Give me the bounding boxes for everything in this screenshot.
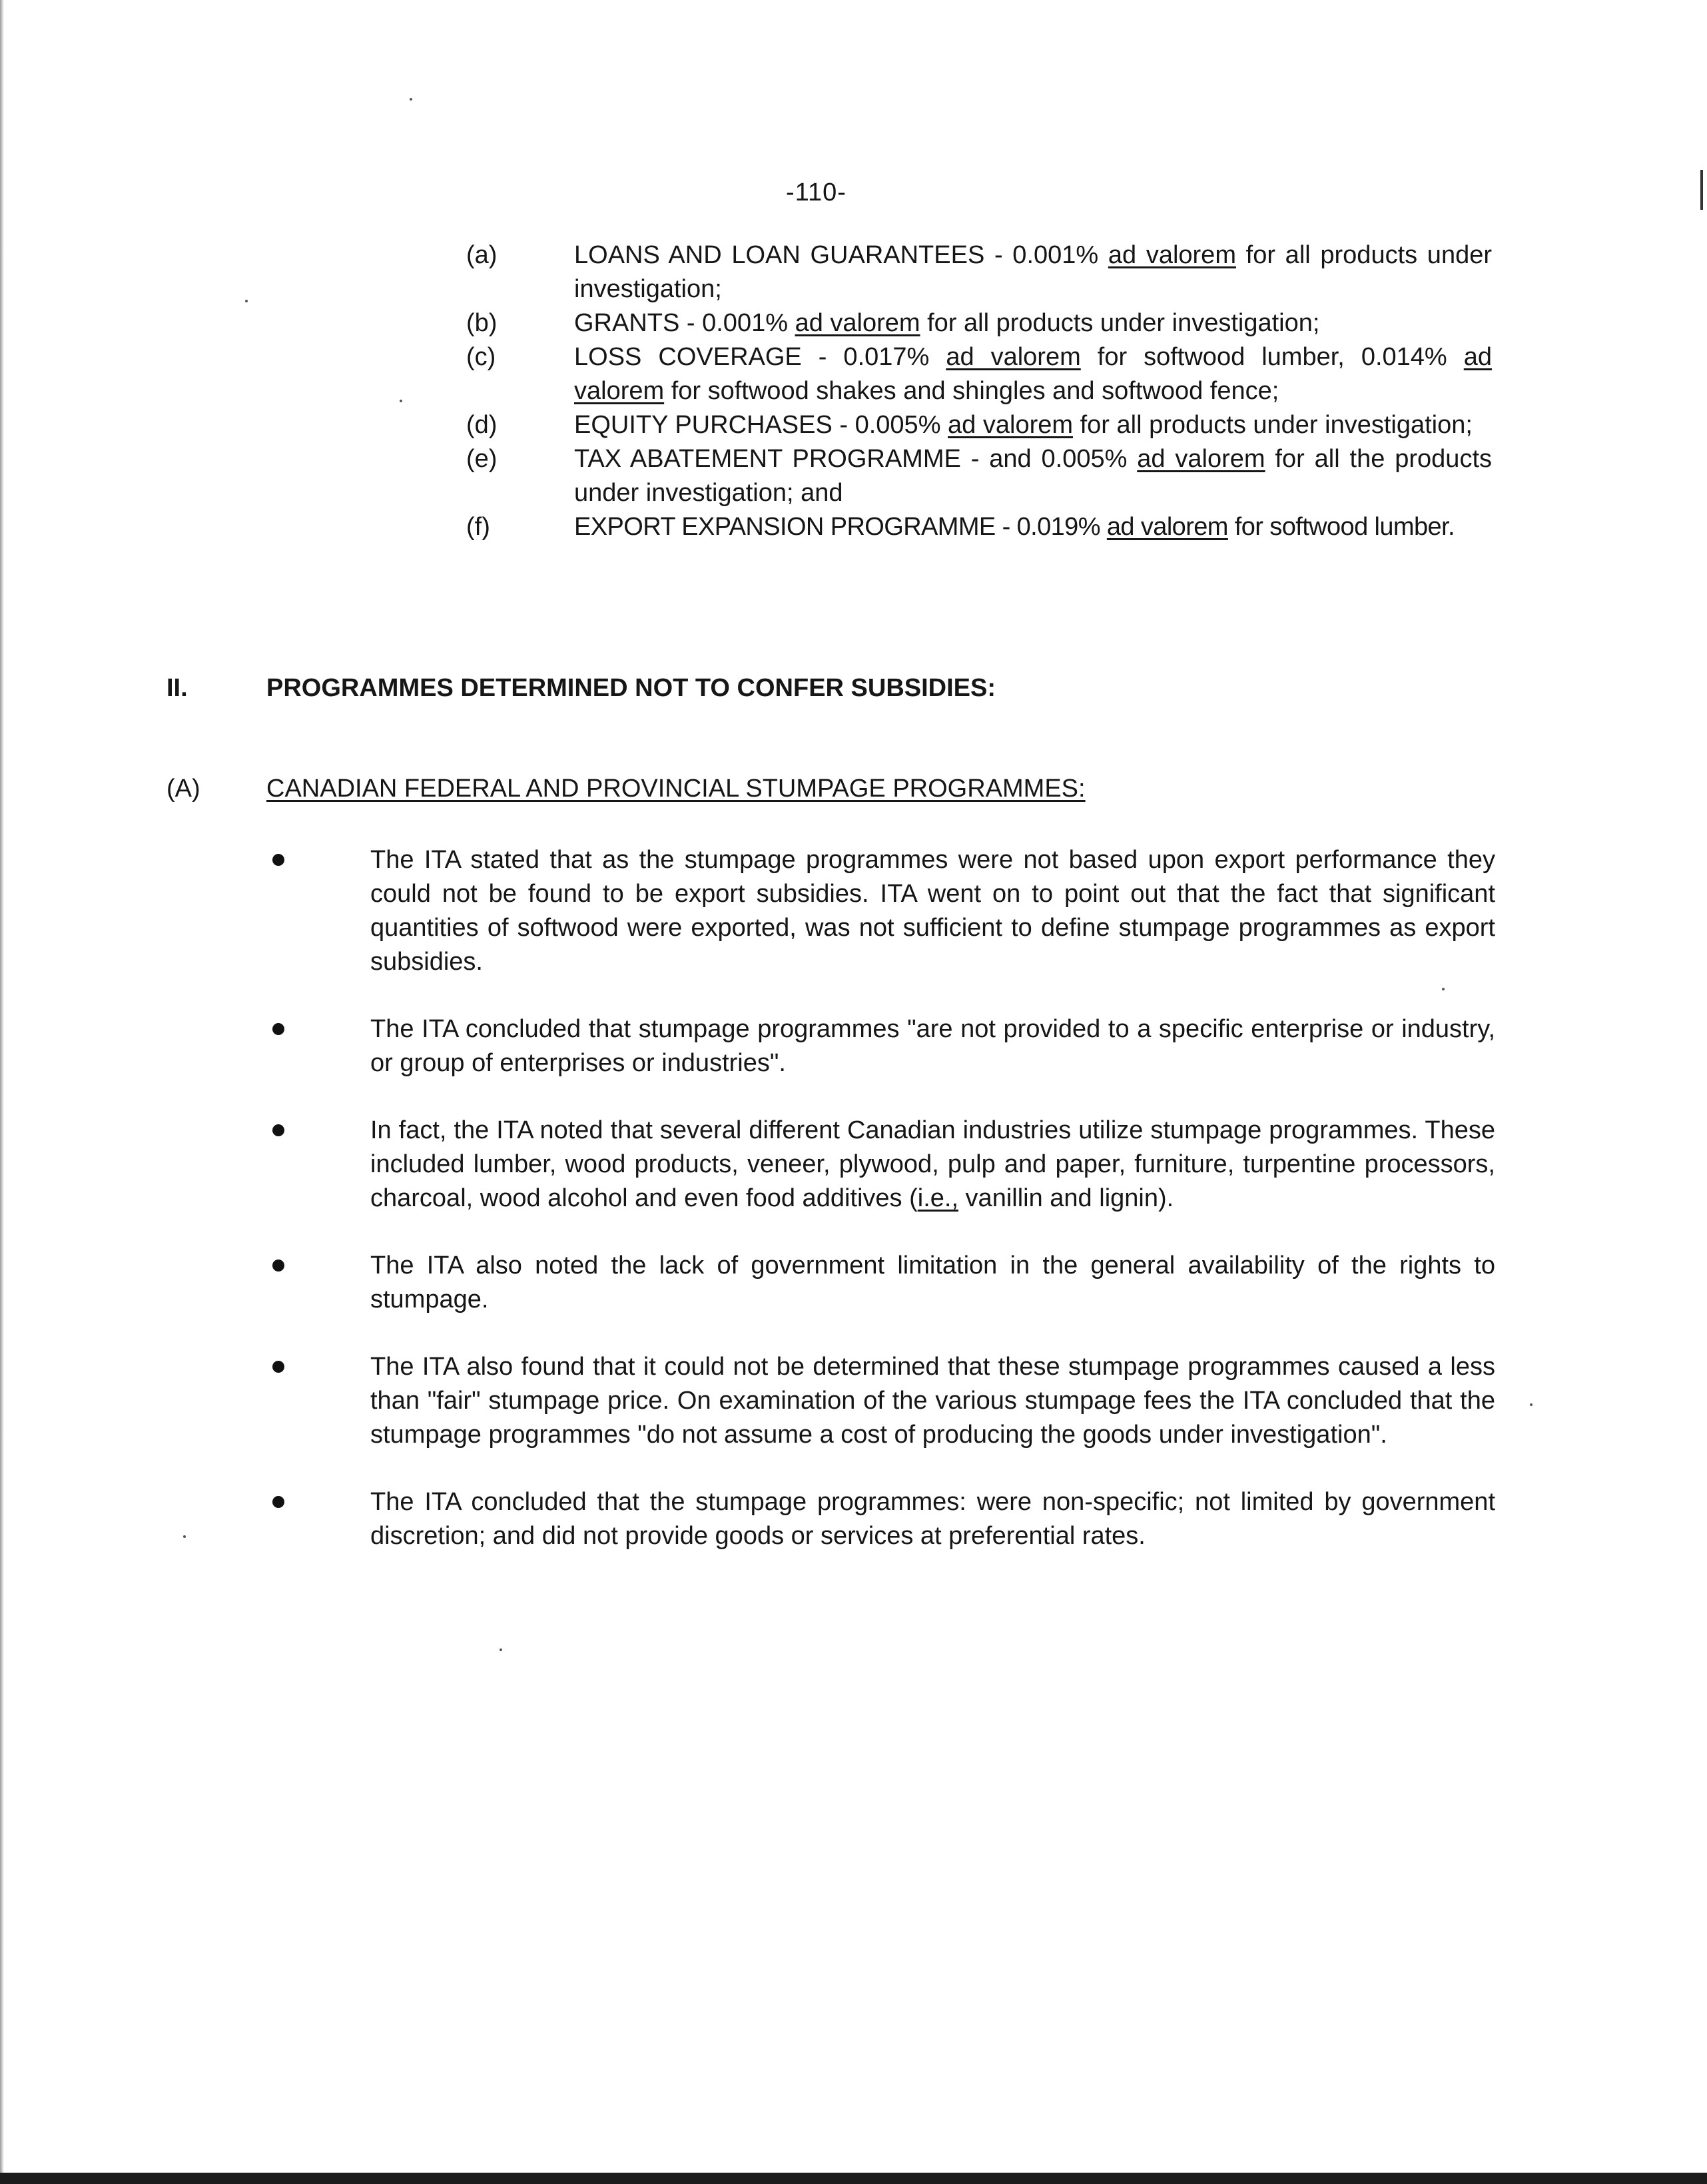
text-segment: TAX ABATEMENT PROGRAMME - and 0.005% xyxy=(574,445,1138,473)
underlined-term: ad valorem xyxy=(946,343,1081,371)
finding-item xyxy=(466,238,1492,306)
text-segment: The ITA concluded that stumpage programmes "are not provided to a specific enterprise or industry, or group of enterprises or industries". xyxy=(370,1015,1495,1077)
text-segment: LOANS AND LOAN GUARANTEES - 0.001% xyxy=(574,241,1108,269)
text-segment: for softwood lumber. xyxy=(1227,513,1455,541)
bullet-item xyxy=(266,843,1495,979)
bullet-text xyxy=(370,1114,1495,1216)
underlined-term: i.e., xyxy=(917,1184,958,1212)
bullet-dot-icon xyxy=(266,843,370,877)
bullet-list xyxy=(266,843,1495,1587)
finding-text xyxy=(574,306,1492,340)
underlined-term: ad valorem xyxy=(1137,445,1265,473)
finding-text xyxy=(574,510,1492,544)
finding-item xyxy=(466,306,1492,340)
bullet-item xyxy=(266,1012,1495,1080)
bullet-text xyxy=(370,1485,1495,1553)
bullet-item xyxy=(266,1350,1495,1452)
text-segment: EXPORT EXPANSION PROGRAMME - 0.019% xyxy=(574,513,1107,541)
text-segment: for all products under investigation; xyxy=(920,309,1320,337)
finding-item xyxy=(466,510,1492,544)
text-segment: vanillin and lignin). xyxy=(958,1184,1174,1212)
finding-marker: (d) xyxy=(466,411,498,439)
finding-text xyxy=(574,238,1492,306)
scan-right-mark xyxy=(1700,170,1703,210)
underlined-term: ad valorem xyxy=(795,309,920,337)
bullet-dot-icon xyxy=(266,1114,370,1148)
bullet-text xyxy=(370,843,1495,979)
text-segment: LOSS COVERAGE - 0.017% xyxy=(574,343,946,371)
text-segment: for softwood shakes and shingles and softwood fence; xyxy=(664,377,1279,405)
bullet-dot-icon xyxy=(266,1350,370,1384)
finding-marker: (b) xyxy=(466,309,498,337)
bullet-text xyxy=(370,1012,1495,1080)
underlined-term: ad valorem xyxy=(1106,513,1228,541)
section-a-number: (A) xyxy=(167,775,200,803)
scan-speck xyxy=(400,400,402,402)
finding-text xyxy=(574,408,1492,442)
bullet-item xyxy=(266,1249,1495,1317)
scan-bottom-edge xyxy=(0,2173,1707,2184)
scan-speck xyxy=(245,300,248,302)
text-segment: In fact, the ITA noted that several different Canadian industries utilize stumpage programmes. These included lumber, wood products, veneer, plywood, pulp and paper, furniture, turpentine processors, charcoal, wood alcohol and even food additives ( xyxy=(370,1116,1495,1212)
scan-speck xyxy=(183,1535,186,1538)
text-segment: The ITA also found that it could not be determined that these stumpage programmes caused a less than "fair" stumpage price. On examination of the various stumpage fees the ITA concluded that the stumpage programmes "do not assume a cost of producing the goods under investigation". xyxy=(370,1353,1495,1449)
scan-speck xyxy=(500,1648,502,1651)
finding-marker: (f) xyxy=(466,513,490,541)
page-number: -110- xyxy=(786,179,847,206)
finding-marker: (a) xyxy=(466,241,498,269)
scan-speck xyxy=(1530,1403,1533,1406)
bullet-text xyxy=(370,1249,1495,1317)
bullet-text xyxy=(370,1350,1495,1452)
finding-item xyxy=(466,408,1492,442)
text-segment: GRANTS - 0.001% xyxy=(574,309,795,337)
section-a-title: CANADIAN FEDERAL AND PROVINCIAL STUMPAGE PROGRAMMES: xyxy=(266,775,1086,803)
text-segment: for all products under investigation; xyxy=(1073,411,1473,439)
finding-marker: (e) xyxy=(466,445,498,473)
finding-marker: (c) xyxy=(466,343,496,371)
finding-list xyxy=(466,238,1492,544)
bullet-item xyxy=(266,1114,1495,1216)
underlined-term: ad valorem xyxy=(948,411,1074,439)
bullet-item xyxy=(266,1485,1495,1553)
text-segment: The ITA also noted the lack of government limitation in the general availability of the rights to stumpage. xyxy=(370,1252,1495,1313)
text-segment: for all products under investigation; xyxy=(574,241,1492,303)
underlined-term: ad valorem xyxy=(1108,241,1236,269)
finding-text xyxy=(574,442,1492,510)
section-ii-title: PROGRAMMES DETERMINED NOT TO CONFER SUBSIDIES: xyxy=(266,674,996,702)
text-segment: for softwood lumber, 0.014% xyxy=(1080,343,1464,371)
finding-item xyxy=(466,442,1492,510)
bullet-dot-icon xyxy=(266,1249,370,1283)
finding-item xyxy=(466,340,1492,408)
scan-speck xyxy=(410,98,412,101)
text-segment: The ITA concluded that the stumpage programmes: were non-specific; not limited by government discretion; and did not provide goods or services at preferential rates. xyxy=(370,1488,1495,1550)
text-segment: The ITA stated that as the stumpage programmes were not based upon export performance they could not be found to be export subsidies. ITA went on to point out that the fact that significant quantities of softwood were exported, was not sufficient to define stumpage programmes as export subsidies. xyxy=(370,846,1495,976)
bullet-dot-icon xyxy=(266,1012,370,1046)
underlined-term: ad valorem xyxy=(574,343,1493,405)
text-segment: for all the products under investigation; and xyxy=(574,445,1492,507)
finding-text xyxy=(574,340,1492,408)
text-segment: EQUITY PURCHASES - 0.005% xyxy=(574,411,948,439)
bullet-dot-icon xyxy=(266,1485,370,1519)
section-ii-number: II. xyxy=(167,674,188,702)
scan-left-edge xyxy=(0,0,4,2184)
